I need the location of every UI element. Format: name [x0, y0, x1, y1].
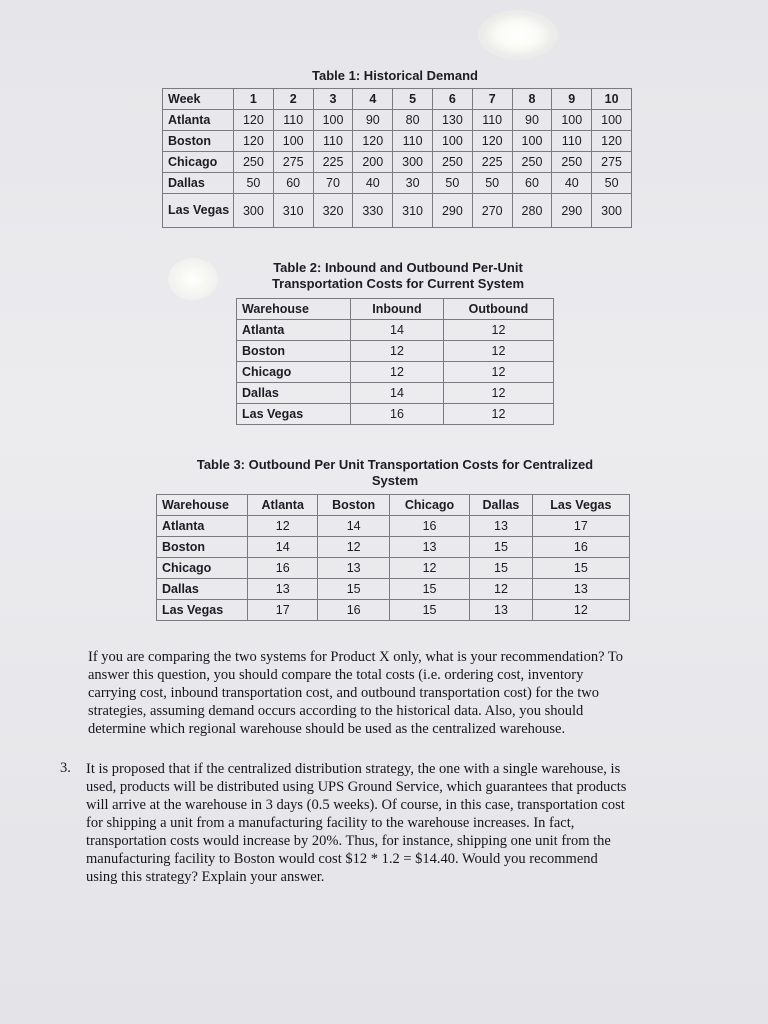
table-cell: 12 [351, 362, 444, 383]
row-label: Dallas [163, 173, 234, 194]
current-system-costs-table [236, 298, 554, 425]
table-cell: 16 [351, 404, 444, 425]
row-label: Boston [157, 537, 248, 558]
row-label: Las Vegas [237, 404, 351, 425]
table-cell: 100 [313, 110, 353, 131]
table-cell: 275 [592, 152, 632, 173]
table-cell: 12 [389, 558, 469, 579]
table-header-cell: 1 [234, 89, 274, 110]
text-line: strategies, assuming demand occurs according to the historical data. Also, you should [88, 703, 584, 719]
table-cell: 200 [353, 152, 393, 173]
caption-line: Table 3: Outbound Per Unit Transportation Costs for Centralized [196, 457, 594, 472]
table-cell: 100 [432, 131, 472, 152]
table-row [163, 194, 632, 228]
table-cell: 50 [234, 173, 274, 194]
table-cell: 12 [532, 600, 629, 621]
table-cell: 80 [393, 110, 433, 131]
table-row [157, 537, 630, 558]
table-cell: 12 [318, 537, 389, 558]
text-line: carrying cost, inbound transportation cost, and outbound transportation cost) for the two [88, 685, 600, 701]
row-label: Boston [163, 131, 234, 152]
table-row [157, 600, 630, 621]
table-header-cell: Outbound [443, 299, 553, 320]
question-3-text [86, 760, 736, 886]
table-header-cell: 7 [472, 89, 512, 110]
caption-line: Transportation Costs for Current System [271, 276, 525, 291]
light-glare [478, 10, 558, 60]
table-cell: 110 [273, 110, 313, 131]
table-cell: 280 [512, 194, 552, 228]
row-label: Dallas [157, 579, 248, 600]
table-cell: 250 [234, 152, 274, 173]
table-cell: 310 [393, 194, 433, 228]
table-cell: 300 [393, 152, 433, 173]
table-cell: 90 [512, 110, 552, 131]
table-cell: 290 [432, 194, 472, 228]
table-header-cell: 8 [512, 89, 552, 110]
table-cell: 320 [313, 194, 353, 228]
table-cell: 13 [248, 579, 318, 600]
table-cell: 17 [532, 516, 629, 537]
table-header-cell: Warehouse [237, 299, 351, 320]
table-cell: 30 [393, 173, 433, 194]
table-cell: 16 [389, 516, 469, 537]
table-cell: 15 [318, 579, 389, 600]
table-header-cell: Dallas [470, 495, 533, 516]
table-header-cell: 4 [353, 89, 393, 110]
table-cell: 12 [443, 362, 553, 383]
table-header-cell: 3 [313, 89, 353, 110]
table-cell: 250 [512, 152, 552, 173]
table-cell: 310 [273, 194, 313, 228]
table-cell: 100 [552, 110, 592, 131]
table-row [163, 131, 632, 152]
table-row [157, 579, 630, 600]
row-label: Chicago [237, 362, 351, 383]
caption-line: Table 2: Inbound and Outbound Per-Unit [273, 260, 523, 275]
table-cell: 120 [234, 110, 274, 131]
table-header-cell: Inbound [351, 299, 444, 320]
row-label: Chicago [163, 152, 234, 173]
table-cell: 16 [318, 600, 389, 621]
table-header-cell: Atlanta [248, 495, 318, 516]
table-row [237, 404, 554, 425]
table-header-cell: 2 [273, 89, 313, 110]
table-cell: 15 [470, 537, 533, 558]
text-line: for shipping a unit from a manufacturing facility to the warehouse increases. In fact, [86, 815, 575, 831]
table3-caption [160, 457, 630, 489]
table-cell: 12 [443, 404, 553, 425]
table-row [163, 110, 632, 131]
text-line: manufacturing facility to Boston would cost $12 * 1.2 = $14.40. Would you recommend [86, 851, 598, 867]
table-cell: 13 [470, 600, 533, 621]
table-cell: 120 [234, 131, 274, 152]
table-header-cell: Warehouse [157, 495, 248, 516]
text-line: If you are comparing the two systems for Product X only, what is your recommendation? To [88, 649, 623, 665]
table-header-cell: 10 [592, 89, 632, 110]
row-label: Dallas [237, 383, 351, 404]
table-cell: 12 [351, 341, 444, 362]
table-cell: 60 [273, 173, 313, 194]
table-cell: 12 [443, 383, 553, 404]
table-cell: 100 [592, 110, 632, 131]
table-cell: 100 [273, 131, 313, 152]
table-cell: 300 [592, 194, 632, 228]
table-cell: 290 [552, 194, 592, 228]
table-cell: 13 [318, 558, 389, 579]
table-row [163, 173, 632, 194]
light-glare [168, 258, 218, 300]
table-header-cell: 5 [393, 89, 433, 110]
row-label: Las Vegas [163, 194, 234, 228]
historical-demand-table [162, 88, 632, 228]
table-row [237, 362, 554, 383]
table-cell: 40 [552, 173, 592, 194]
table-cell: 16 [532, 537, 629, 558]
table-cell: 13 [389, 537, 469, 558]
table-cell: 120 [472, 131, 512, 152]
centralized-outbound-costs-table [156, 494, 630, 621]
table-row [157, 495, 630, 516]
table-cell: 12 [443, 320, 553, 341]
table-row [237, 320, 554, 341]
table-cell: 17 [248, 600, 318, 621]
table-cell: 330 [353, 194, 393, 228]
row-label: Las Vegas [157, 600, 248, 621]
table-cell: 60 [512, 173, 552, 194]
table-cell: 50 [472, 173, 512, 194]
table-cell: 40 [353, 173, 393, 194]
table-cell: 14 [351, 320, 444, 341]
table-cell: 15 [532, 558, 629, 579]
table-cell: 13 [532, 579, 629, 600]
table-cell: 110 [313, 131, 353, 152]
table-cell: 15 [389, 600, 469, 621]
table-row [157, 558, 630, 579]
table-cell: 225 [472, 152, 512, 173]
table-cell: 16 [248, 558, 318, 579]
text-line: It is proposed that if the centralized distribution strategy, the one with a single warehouse, is [86, 761, 621, 777]
table-cell: 110 [552, 131, 592, 152]
table-cell: 110 [393, 131, 433, 152]
table-cell: 90 [353, 110, 393, 131]
table-header-cell: Chicago [389, 495, 469, 516]
recommendation-paragraph [88, 648, 738, 738]
table-cell: 100 [512, 131, 552, 152]
table-cell: 270 [472, 194, 512, 228]
table-row [157, 516, 630, 537]
table-cell: 250 [432, 152, 472, 173]
table-cell: 50 [592, 173, 632, 194]
table-cell: 70 [313, 173, 353, 194]
table-cell: 130 [432, 110, 472, 131]
text-line: determine which regional warehouse should be used as the centralized warehouse. [88, 721, 566, 737]
text-line: transportation costs would increase by 20%. Thus, for instance, shipping one unit from the [86, 833, 611, 849]
table-row [163, 152, 632, 173]
caption-line: System [371, 473, 419, 488]
text-line: will arrive at the warehouse in 3 days (0.5 weeks). Of course, in this case, transportation cost [86, 797, 625, 813]
table2-caption [238, 260, 558, 292]
row-label: Atlanta [237, 320, 351, 341]
table-cell: 13 [470, 516, 533, 537]
row-label: Atlanta [163, 110, 234, 131]
table-cell: 12 [443, 341, 553, 362]
table-cell: 120 [592, 131, 632, 152]
table-row [237, 383, 554, 404]
table-header-cell: 6 [432, 89, 472, 110]
question-number: 3. [60, 760, 71, 776]
table-cell: 225 [313, 152, 353, 173]
table-cell: 110 [472, 110, 512, 131]
table-cell: 15 [389, 579, 469, 600]
table-cell: 14 [351, 383, 444, 404]
text-line: using this strategy? Explain your answer. [86, 869, 325, 885]
table-cell: 50 [432, 173, 472, 194]
table-row [163, 89, 632, 110]
table-header-cell: Las Vegas [532, 495, 629, 516]
table1-caption: Table 1: Historical Demand [312, 68, 478, 83]
table-cell: 15 [470, 558, 533, 579]
table-cell: 250 [552, 152, 592, 173]
table-cell: 14 [318, 516, 389, 537]
table-cell: 12 [470, 579, 533, 600]
row-label: Atlanta [157, 516, 248, 537]
table-row [237, 299, 554, 320]
text-line: answer this question, you should compare the total costs (i.e. ordering cost, inventory [88, 667, 584, 683]
table-cell: 14 [248, 537, 318, 558]
table-header-cell: Week [163, 89, 234, 110]
table-cell: 275 [273, 152, 313, 173]
table-cell: 120 [353, 131, 393, 152]
table-cell: 12 [248, 516, 318, 537]
table-cell: 300 [234, 194, 274, 228]
text-line: used, products will be distributed using UPS Ground Service, which guarantees that products [86, 779, 627, 795]
row-label: Chicago [157, 558, 248, 579]
table-row [237, 341, 554, 362]
table-header-cell: Boston [318, 495, 389, 516]
table-header-cell: 9 [552, 89, 592, 110]
row-label: Boston [237, 341, 351, 362]
